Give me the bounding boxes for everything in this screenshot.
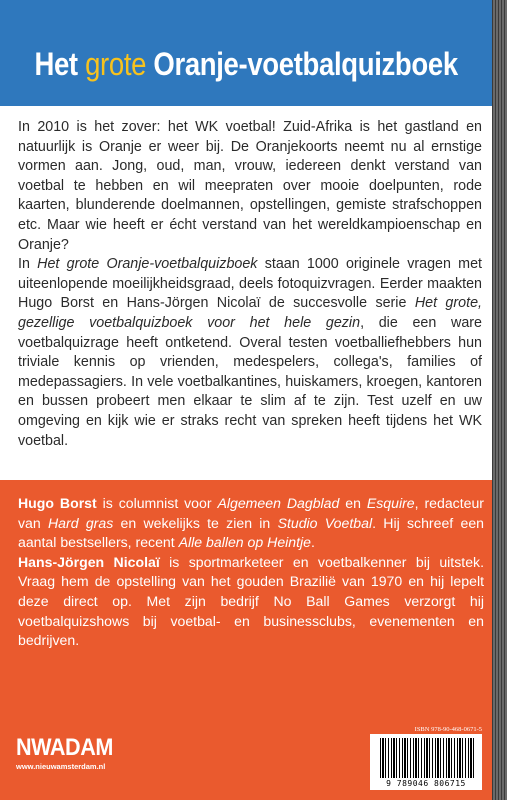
barcode-digits: 9 789046 806715 [386,779,466,788]
barcode-bars-icon [380,738,476,778]
author-name-nicolai: Hans-Jörgen Nicolaï [18,553,160,570]
isbn-label: ISBN 978-90-468-0671-5 [414,726,482,733]
title-word-main: Oranje-voetbalquizboek [153,46,458,82]
publisher-url: www.nieuwamsterdam.nl [16,762,106,771]
publisher-logo [16,736,136,771]
author-bio-nicolai: Hans-Jörgen Nicolaï is sportmarketeer en voetbalkenner bij uitstek. Vraag hem de opstelling van het gouden Brazilië van 1970 en hij lepelt deze direct op. Met zijn bedrijf No Ball Games verzorgt hij voetbalquizshows bij voetbal- en businessclubs, evenementen en bedrijven. [18,553,484,649]
author-bios [18,494,484,651]
series-title-reference: Het grote, gezellige voetbalquizboek voor het hele gezin [18,295,482,331]
book-title-reference: Het grote Oranje-voetbalquizboek [37,256,258,273]
blurb-paragraph-1: In 2010 is het zover: het WK voetbal! Zuid-Afrika is het gastland en natuurlijk is Oranje er weer bij. De Oranjekoorts neemt nu al ernstige vormen aan. Jong, oud, man, vrouw, iedereen denkt verstand van voetbal te hebben en wil meepraten over mooie doelpunten, rode kaarten, blunderende doelmannen, opstellingen, gemiste strafschoppen etc. Maar wie heeft er écht verstand van het wereldkampioenschap en Oranje? [18,119,482,253]
blurb-text [18,118,482,451]
barcode [370,734,482,790]
title-word-het: Het [34,46,78,82]
book-title [34,46,457,83]
blurb-paragraph-2: In Het grote Oranje-voetbalquizboek staan 1000 originele vragen met uiteenlopende moeilijkheidsgraad, deels fotoquizvragen. Eerder maakten Hugo Borst en Hans-Jörgen Nicolaï de succesvolle serie Het grote, gezellige voetbalquizboek voor het hele gezin, die een ware voetbalquizrage heeft ontketend. Overal testen voetballiefhebbers hun triviale kennis op vrienden, medespelers, collega's, families of medepassagiers. In vele voetbalkantines, huiskamers, kroegen, kantoren en bussen probeert men elkaar te slim af te zijn. Test uzelf en uw omgeving en kijk wie er straks recht van spreken heeft tijdens het WK voetbal. [18,256,482,449]
title-word-grote: grote [85,46,147,82]
author-name-borst: Hugo Borst [18,495,97,511]
page-edges [492,0,507,800]
author-bio-borst: Hugo Borst is columnist voor Algemeen Dagblad en Esquire, redacteur van Hard gras en wekelijks te zien in Studio Voetbal. Hij schreef een aantal bestsellers, recent Alle ballen op Heintje. [18,495,484,551]
publisher-wordmark: NWADAM [16,734,113,761]
